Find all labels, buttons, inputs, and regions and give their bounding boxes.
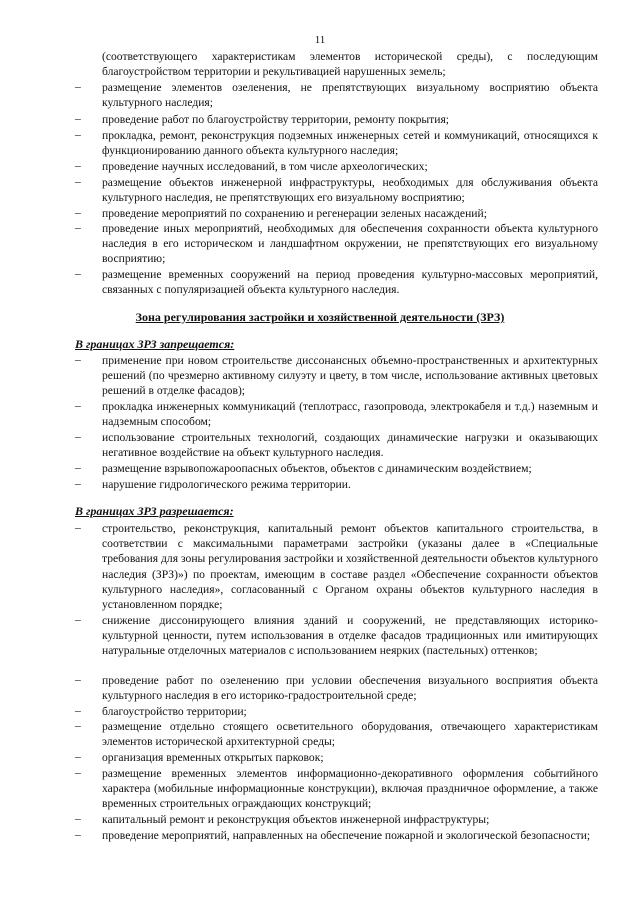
list-bullet: –: [75, 206, 81, 219]
list-bullet: –: [75, 175, 81, 188]
list-bullet: –: [75, 221, 81, 234]
list-item: размещение элементов озеленения, не препятствующих визуальному восприятию объекта культурного наследия;: [102, 81, 598, 110]
list-bullet: –: [75, 353, 81, 366]
page-number: 11: [314, 34, 326, 46]
list-bullet: –: [75, 750, 81, 763]
list-item: проведение научных исследований, в том числе археологических;: [102, 160, 428, 173]
list-bullet: –: [75, 673, 81, 686]
list-item: капитальный ремонт и реконструкция объектов инженерной инфраструктуры;: [102, 813, 490, 826]
list-item: размещение объектов инженерной инфраструктуры, необходимых для обслуживания объекта культурного наследия, не препятствующих его визуальному восприятию;: [102, 176, 598, 205]
list-bullet: –: [75, 812, 81, 825]
list-item: строительство, реконструкция, капитальный ремонт объектов капитального строительства, в соответствии с максимальными параметрами застройки (указаны далее в «Специальные требования для зоны регулирования застройки и хозяйственной деятельности объектов культурного наследия (ЗРЗ)») по проектам, имеющим в составе раздел «Обеспечение сохранности объектов культурного наследия», согласованный с Органом охраны объектов культурного наследия в установленном порядке;: [102, 522, 598, 612]
allowed-heading: В границах ЗРЗ разрешается:: [75, 504, 234, 518]
prohibited-heading: В границах ЗРЗ запрещается:: [75, 337, 235, 351]
list-item: проведение мероприятий по сохранению и регенерации зеленых насаждений;: [102, 207, 487, 220]
zone-title: Зона регулирования застройки и хозяйственной деятельности (ЗРЗ): [135, 310, 505, 324]
list-item: снижение диссонирующего влияния зданий и сооружений, не представляющих историко-культурной ценности, путем использования в отделке фасадов традиционных или имитирующих натуральные отделочных материалов с использованием неярких (пастельных) оттенков;: [102, 614, 598, 658]
list-item: проведение работ по благоустройству территории, ремонту покрытия;: [102, 113, 450, 126]
list-bullet: –: [75, 613, 81, 626]
list-item: размещение временных элементов информационно-декоративного оформления событийного характера (мобильные информационные конструкции), включая праздничное оформление, а также временных строительных ограждающих конструкций;: [102, 767, 598, 811]
list-bullet: –: [75, 112, 81, 125]
list-item: проведение работ по озеленению при условии обеспечения визуального восприятия объекта культурного наследия в его историко-градостроительной среде;: [102, 674, 598, 703]
list-bullet: –: [75, 719, 81, 732]
list-bullet: –: [75, 521, 81, 534]
intro-continuation: (соответствующего характеристикам элементов исторической среды), с последующим благоустройством территории и рекультивацией нарушенных земель;: [102, 50, 598, 79]
list-item: благоустройство территории;: [102, 705, 247, 718]
list-bullet: –: [75, 461, 81, 474]
list-item: прокладка, ремонт, реконструкция подземных инженерных сетей и коммуникаций, относящихся к функционированию данного объекта культурного наследия;: [102, 129, 598, 158]
list-item: размещение отдельно стоящего осветительного оборудования, отвечающего характеристикам элементов исторической архитектурной среды;: [102, 720, 598, 749]
list-item: проведение мероприятий, направленных на обеспечение пожарной и экологической безопасности;: [102, 829, 591, 842]
list-bullet: –: [75, 159, 81, 172]
list-item: проведение иных мероприятий, необходимых для обеспечения сохранности объекта культурного наследия в его историческом и ландшафтном окружении, не препятствующих его визуальному восприятию;: [102, 222, 598, 266]
list-item: размещение взрывопожароопасных объектов, объектов с динамическим воздействием;: [102, 462, 532, 475]
list-item: размещение временных сооружений на период проведения культурно-массовых мероприятий, связанных с популяризацией объекта культурного наследия.: [102, 268, 598, 297]
list-item: использование строительных технологий, создающих динамические нагрузки и оказывающих негативное воздействие на объект культурного наследия.: [102, 431, 598, 460]
list-bullet: –: [75, 267, 81, 280]
list-bullet: –: [75, 704, 81, 717]
list-item: применение при новом строительстве диссонансных объемно-пространственных и архитектурных решений (по чрезмерно активному силуэту и цвету, в том числе, использование активных цветовых решений в отделке фасадов);: [102, 354, 598, 398]
list-item: нарушение гидрологического режима территории.: [102, 478, 351, 491]
list-bullet: –: [75, 766, 81, 779]
list-bullet: –: [75, 477, 81, 490]
list-item: организация временных открытых парковок;: [102, 751, 324, 764]
list-bullet: –: [75, 828, 81, 841]
list-bullet: –: [75, 128, 81, 141]
list-bullet: –: [75, 80, 81, 93]
list-bullet: –: [75, 430, 81, 443]
list-item: прокладка инженерных коммуникаций (теплотрасс, газопровода, электрокабеля и т.д.) наземным и надземным способом;: [102, 400, 598, 429]
list-bullet: –: [75, 399, 81, 412]
